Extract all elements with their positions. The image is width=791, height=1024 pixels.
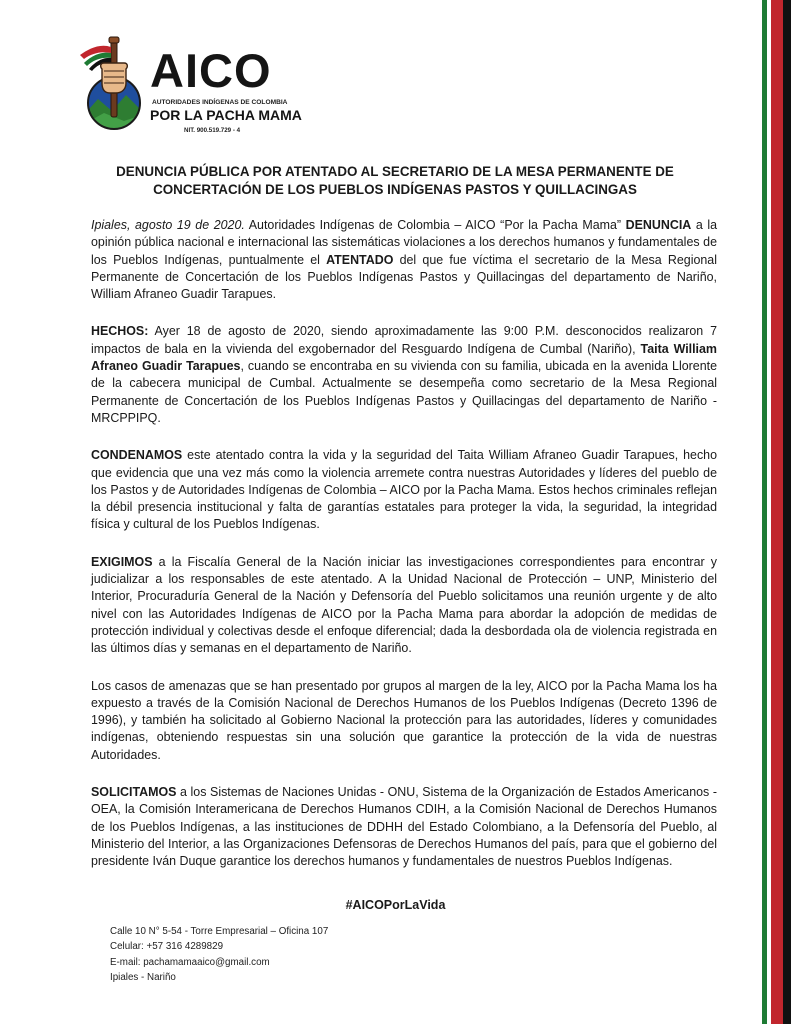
paragraph-text: , cuando se encontraba en su vivienda con su familia, ubicada en la avenida Llorente de la cabecera municipal de Cumbal. Actualmente se desempeña como secretario de la Mesa Regional Permanente de Concertación de los Pueblos Indígenas Pastos y Quillacingas del departamento de Nariño - MRCPPIPQ.	[91, 359, 717, 425]
heading-condenamos: CONDENAMOS	[91, 448, 183, 463]
logo-nit: NIT. 900.519.729 - 4	[184, 127, 241, 134]
heading-solicitamos: SOLICITAMOS	[91, 785, 177, 800]
title-line-1: DENUNCIA PÚBLICA POR ATENTADO AL SECRETARIO DE LA MESA PERMANENTE DE	[116, 164, 674, 179]
paragraph-solicitamos	[91, 784, 717, 870]
paragraph-amenazas	[91, 678, 717, 764]
hashtag: #AICOPorLaVida	[345, 898, 446, 912]
logo-tagline: POR LA PACHA MAMA	[150, 107, 302, 123]
paragraph-text: Los casos de amenazas que se han presentado por grupos al margen de la ley, AICO por la Pacha Mama los ha expuesto a través de la Comisión Nacional de Derechos Humanos de los Pueblos Indígenas (Decreto 1396 de 1996), y también ha solicitado al Gobierno Nacional la protección para las autoridades, líderes y comunidades indígenas, obteniendo respuestas sin una solución que garantice la protección de la vida de nuestras Autoridades.	[91, 678, 717, 762]
paragraph-text: a la Fiscalía General de la Nación iniciar las investigaciones correspondientes para encontrar y judicializar a los responsables de este atentado. A la Unidad Nacional de Protección – UNP, Ministerio del Interior, Procuraduría General de la Nación y Defensoría del Pueblo solicitamos una reunión urgente y de alto nivel con las Autoridades Indígenas de AICO por la Pacha Mama para abordar la adopción de medidas de protección individual y colectivas desde el enfoque diferencial; dada la desbordada ola de violencia registrada en las últimos días y semanas en el departamento de Nariño.	[91, 554, 717, 656]
footer-city: Ipiales - Nariño	[110, 972, 176, 984]
paragraph-condenamos	[91, 447, 717, 533]
footer-phone: Celular: +57 316 4289829	[110, 941, 224, 953]
heading-hechos: HECHOS:	[91, 324, 149, 339]
paragraph-text: Ayer 18 de agosto de 2020, siendo aproximadamente las 9:00 P.M. desconocidos realizaron 7 impactos de bala en la vivienda del exgobernador del Resguardo Indígena de Cumbal (Nariño),	[91, 324, 717, 356]
flag-edge-stripes	[759, 0, 791, 1024]
hand-holding-staff-over-mountains-icon	[78, 33, 158, 138]
victim-name: Taita William Afraneo Guadir Tarapues	[91, 341, 717, 374]
paragraph-text: este atentado contra la vida y la seguridad del Taita William Afraneo Guadir Tarapues, hecho que evidencia que una vez más como la violencia arremete contra nuestras Autoridades y líderes del pueblo de los Pastos y de Autoridades Indígenas de Colombia – AICO por la Pacha Mama. Estos hechos criminales reflejan la débil presencia institucional y falta de garantías estatales para proteger la vida, la seguridad, la integridad física y cultural de los Pueblos Indígenas.	[91, 448, 717, 532]
date-line: Ipiales, agosto 19 de 2020.	[91, 218, 245, 232]
logo-subtitle: AUTORIDADES INDÍGENAS DE COLOMBIA	[152, 99, 288, 106]
paragraph-text: del que fue víctima el secretario de la Mesa Regional Permanente de Concertación de los Pueblos Indígenas Pastos y Quillacingas del departamento de Nariño, William Afraneo Guadir Tarapues.	[91, 252, 717, 302]
black-stripe	[783, 0, 791, 1024]
contact-footer	[110, 924, 328, 986]
emphasis-atentado: ATENTADO	[326, 252, 394, 267]
paragraph-text: a los Sistemas de Naciones Unidas - ONU, Sistema de la Organización de Estados Americanos - OEA, la Comisión Interamericana de Derechos Humanos CDIH, a la Comisión Nacional de Derechos Humanos de los Pueblos Indígenas, a las instituciones de DDHH del Estado Colombiano, a la Defensoría del Pueblo, al Ministerio del Interior, a las Organizaciones Defensoras de Derechos Humanos del país, para que el gobierno del presidente Iván Duque garantice los derechos humanos y fundamentales de nuestros Pueblos Indígenas.	[91, 785, 717, 869]
paragraph-text: a la opinión pública nacional e internacional las sistemáticas violaciones a los derechos humanos y fundamentales de los Pueblos Indígenas, puntualmente el	[91, 218, 718, 267]
footer-email: E-mail: pachamamaaico@gmail.com	[110, 956, 270, 968]
paragraph-denuncia	[91, 217, 717, 303]
red-stripe	[771, 0, 783, 1024]
footer-address: Calle 10 N° 5-54 - Torre Empresarial – Oficina 107	[110, 926, 329, 937]
paragraph-text: Autoridades Indígenas de Colombia – AICO “Por la Pacha Mama”	[244, 218, 626, 232]
paragraph-exigimos	[91, 554, 717, 658]
heading-exigimos: EXIGIMOS	[91, 554, 153, 569]
title-line-2: CONCERTACIÓN DE LOS PUEBLOS INDÍGENAS PASTOS Y QUILLACINGAS	[153, 182, 637, 197]
document-title	[100, 163, 690, 199]
aico-logo	[78, 33, 302, 138]
document-body	[91, 217, 717, 891]
logo-name: AICO	[150, 44, 272, 97]
paragraph-hechos	[91, 323, 717, 427]
emphasis-denuncia: DENUNCIA	[625, 218, 692, 232]
